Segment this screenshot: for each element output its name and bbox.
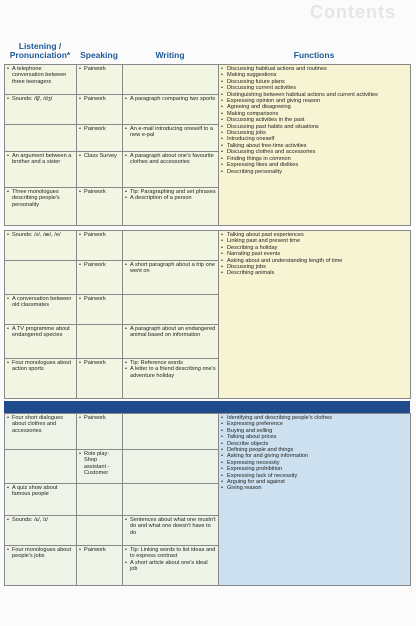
column-headers bbox=[0, 42, 416, 64]
function-item: • Identifying and describing people's clothes bbox=[221, 415, 408, 421]
speaking-cell bbox=[77, 516, 123, 546]
listening-item: • Sounds: /ʌ/, /æ/, /e/ bbox=[7, 232, 74, 238]
function-item: • Describing a holiday bbox=[221, 245, 408, 251]
function-item: • Expressing preference bbox=[221, 421, 408, 427]
listening-item: • Four monologues about action sports bbox=[7, 360, 74, 373]
function-item: • Buying and selling bbox=[221, 428, 408, 434]
function-item: • Defining people and things bbox=[221, 447, 408, 453]
speaking-cell bbox=[77, 450, 123, 484]
function-item: • Making suggestions bbox=[221, 72, 408, 78]
listening-cell bbox=[5, 295, 77, 325]
listening-cell bbox=[5, 325, 77, 359]
listening-cell bbox=[5, 125, 77, 152]
listening-item: • Three monologues describing people's personality bbox=[7, 189, 74, 208]
function-item: • Discussing jobs bbox=[221, 264, 408, 270]
function-item: • Describing personality bbox=[221, 169, 408, 175]
speaking-cell bbox=[77, 359, 123, 399]
function-item: • Asking for and giving information bbox=[221, 453, 408, 459]
function-item: • Asking about and understanding length of time bbox=[221, 258, 408, 264]
speaking-cell bbox=[77, 231, 123, 261]
writing-item: • A paragraph about one's favourite clothes and accessories bbox=[125, 153, 216, 166]
speaking-cell bbox=[77, 65, 123, 95]
function-item: • Expressing lack of necessity bbox=[221, 473, 408, 479]
listening-cell bbox=[5, 65, 77, 95]
writing-item: • A paragraph about an endangered animal based on information bbox=[125, 326, 216, 339]
speaking-cell bbox=[77, 484, 123, 516]
function-item: • Distinguishing between habitual actions and current activities bbox=[221, 92, 408, 98]
writing-item: • A short article about one's ideal job bbox=[125, 560, 216, 573]
section-divider bbox=[4, 401, 410, 413]
speaking-item: • Pairwork bbox=[79, 96, 120, 102]
function-item: • Discussing current activities bbox=[221, 85, 408, 91]
table-row bbox=[5, 414, 411, 450]
writing-item: • A paragraph comparing two sports bbox=[125, 96, 216, 102]
table-row bbox=[5, 231, 411, 261]
function-item: • Introducing oneself bbox=[221, 136, 408, 142]
function-item: • Finding things in common bbox=[221, 156, 408, 162]
listening-cell bbox=[5, 152, 77, 188]
functions-list bbox=[221, 232, 408, 277]
writing-cell bbox=[123, 325, 219, 359]
listening-item: • Sounds: /tʃ/, /dʒ/ bbox=[7, 96, 74, 102]
listening-item: • A quiz show about famous people bbox=[7, 485, 74, 498]
page-watermark: Contents bbox=[310, 2, 396, 22]
writing-cell bbox=[123, 484, 219, 516]
speaking-cell bbox=[77, 414, 123, 450]
function-item: • Expressing likes and dislikes bbox=[221, 162, 408, 168]
speaking-cell bbox=[77, 152, 123, 188]
header-functions: Functions bbox=[293, 50, 335, 60]
writing-cell bbox=[123, 231, 219, 261]
functions-list bbox=[221, 66, 408, 175]
functions-list bbox=[221, 415, 408, 492]
listening-cell bbox=[5, 231, 77, 261]
function-item: • Expressing prohibition bbox=[221, 466, 408, 472]
speaking-cell bbox=[77, 295, 123, 325]
writing-item: • Tip: Paragraphing and set phrases bbox=[125, 189, 216, 195]
writing-cell bbox=[123, 414, 219, 450]
writing-cell bbox=[123, 95, 219, 125]
listening-cell bbox=[5, 546, 77, 586]
speaking-cell bbox=[77, 261, 123, 295]
writing-item: • Sentences about what one mustn't do and what one doesn't have to do bbox=[125, 517, 216, 536]
speaking-cell bbox=[77, 546, 123, 586]
function-item: • Talking about prices bbox=[221, 434, 408, 440]
functions-cell bbox=[219, 414, 411, 586]
function-item: • Arguing for and against bbox=[221, 479, 408, 485]
listening-cell bbox=[5, 95, 77, 125]
writing-cell bbox=[123, 261, 219, 295]
header-writing: Writing bbox=[155, 50, 185, 60]
writing-item: • Tip: Linking words to list ideas and to express contrast bbox=[125, 547, 216, 560]
listening-cell bbox=[5, 414, 77, 450]
listening-item: • Sounds: /ɛ/, /ɪ/ bbox=[7, 517, 74, 523]
listening-cell bbox=[5, 359, 77, 399]
listening-cell bbox=[5, 261, 77, 295]
function-item: • Talking about free-time activities bbox=[221, 143, 408, 149]
writing-item: • Tip: Reference words bbox=[125, 360, 216, 366]
function-item: • Expressing necessity bbox=[221, 460, 408, 466]
speaking-item: • Pairwork bbox=[79, 360, 120, 366]
speaking-cell bbox=[77, 95, 123, 125]
listening-item: • An argument between a brother and a sister bbox=[7, 153, 74, 166]
function-item: • Expressing opinion and giving reason bbox=[221, 98, 408, 104]
header-listening-line1: Listening / bbox=[18, 41, 62, 51]
speaking-item: • Pairwork bbox=[79, 66, 120, 72]
listening-item: • Four short dialogues about clothes and accessories bbox=[7, 415, 74, 434]
speaking-cell bbox=[77, 325, 123, 359]
section-2-table bbox=[4, 230, 411, 399]
functions-cell bbox=[219, 231, 411, 399]
writing-cell bbox=[123, 546, 219, 586]
header-listening bbox=[4, 42, 76, 60]
listening-cell bbox=[5, 188, 77, 226]
writing-item: • An e-mail introducing oneself to a new e-pal bbox=[125, 126, 216, 139]
functions-cell bbox=[219, 65, 411, 226]
function-item: • Linking past and present time bbox=[221, 238, 408, 244]
listening-item: • Four monologues about people's jobs bbox=[7, 547, 74, 560]
writing-cell bbox=[123, 450, 219, 484]
speaking-item: • Pairwork bbox=[79, 547, 120, 553]
function-item: • Describing animals bbox=[221, 270, 408, 276]
writing-cell bbox=[123, 295, 219, 325]
function-item: • Discussing activities in the past bbox=[221, 117, 408, 123]
listening-cell bbox=[5, 516, 77, 546]
function-item: • Discussing future plans bbox=[221, 79, 408, 85]
writing-cell bbox=[123, 188, 219, 226]
writing-cell bbox=[123, 152, 219, 188]
writing-cell bbox=[123, 125, 219, 152]
speaking-item: • Pairwork bbox=[79, 189, 120, 195]
function-item: • Agreeing and disagreeing bbox=[221, 104, 408, 110]
listening-item: • A telephone conversation between three teenagers bbox=[7, 66, 74, 85]
section-1-table bbox=[4, 64, 411, 226]
writing-cell bbox=[123, 516, 219, 546]
function-item: • Discussing past habits and situations bbox=[221, 124, 408, 130]
header-speaking: Speaking bbox=[80, 50, 118, 60]
speaking-item: • Class Survey bbox=[79, 153, 120, 159]
writing-cell bbox=[123, 65, 219, 95]
listening-cell bbox=[5, 450, 77, 484]
writing-item: • A letter to a friend describing one's adventure holiday bbox=[125, 366, 216, 379]
function-item: • Discussing habitual actions and routines bbox=[221, 66, 408, 72]
writing-item: • A short paragraph about a trip one went on bbox=[125, 262, 216, 275]
writing-item: • A description of a person bbox=[125, 195, 216, 201]
speaking-item: • Pairwork bbox=[79, 296, 120, 302]
speaking-item: • Pairwork bbox=[79, 126, 120, 132]
function-item: • Giving reason bbox=[221, 485, 408, 491]
speaking-item: • Pairwork bbox=[79, 232, 120, 238]
function-item: • Narrating past events bbox=[221, 251, 408, 257]
speaking-item: • Role play: Shop assistant - Customer bbox=[79, 451, 120, 477]
table-row bbox=[5, 65, 411, 95]
speaking-item: • Pairwork bbox=[79, 415, 120, 421]
listening-cell bbox=[5, 484, 77, 516]
writing-cell bbox=[123, 359, 219, 399]
speaking-item: • Pairwork bbox=[79, 262, 120, 268]
speaking-cell bbox=[77, 188, 123, 226]
listening-item: • A TV programme about endangered species bbox=[7, 326, 74, 339]
function-item: • Discussing jobs bbox=[221, 130, 408, 136]
function-item: • Talking about past experiences bbox=[221, 232, 408, 238]
function-item: • Making comparisons bbox=[221, 111, 408, 117]
listening-item: • A conversation between old classmates bbox=[7, 296, 74, 309]
header-listening-line2: Pronunciation* bbox=[9, 50, 71, 60]
function-item: • Discussing clothes and accessories bbox=[221, 149, 408, 155]
section-3-table bbox=[4, 413, 411, 586]
function-item: • Describe objects bbox=[221, 441, 408, 447]
speaking-cell bbox=[77, 125, 123, 152]
